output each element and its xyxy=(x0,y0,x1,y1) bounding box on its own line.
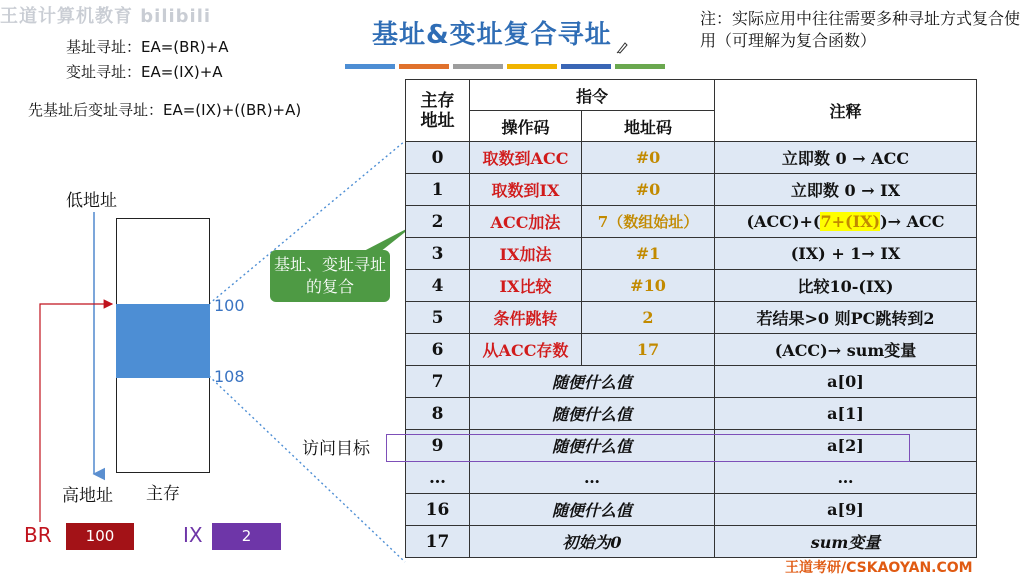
row-data: … xyxy=(470,462,715,494)
row-data: 初始为0 xyxy=(470,526,715,558)
access-target-label: 访问目标 xyxy=(302,439,370,459)
slide-title: 基址&变址复合寻址 xyxy=(372,20,612,50)
note-suffix: )→ ACC xyxy=(880,212,945,231)
row-data: 随便什么值 xyxy=(470,430,715,462)
base-addressing-def: 基址寻址：EA=(BR)+A xyxy=(66,38,229,56)
row-opcode: 从ACC存数 xyxy=(470,334,582,366)
row-note: … xyxy=(715,462,977,494)
row-address: 9 xyxy=(406,430,470,462)
row-note: 比较10-(IX) xyxy=(715,270,977,302)
header-address-text: 主存地址 xyxy=(420,90,455,131)
table-row xyxy=(406,526,977,558)
ix-register-label: IX xyxy=(183,523,203,547)
table-row xyxy=(406,206,977,238)
table-row xyxy=(406,398,977,430)
row-note: sum变量 xyxy=(715,526,977,558)
row-note: a[2] xyxy=(715,430,977,462)
row-note xyxy=(715,206,977,238)
table-row xyxy=(406,238,977,270)
table-row xyxy=(406,366,977,398)
row-opcode: 取数到ACC xyxy=(470,142,582,174)
row-data: 随便什么值 xyxy=(470,366,715,398)
note-highlight: 7+(IX) xyxy=(820,212,881,231)
row-note: 若结果>0 则PC跳转到2 xyxy=(715,302,977,334)
row-address: 8 xyxy=(406,398,470,430)
row-address: 2 xyxy=(406,206,470,238)
row-data: 随便什么值 xyxy=(470,494,715,526)
row-opcode: 取数到IX xyxy=(470,174,582,206)
main-memory-label: 主存 xyxy=(146,484,180,504)
header-address xyxy=(406,80,470,142)
table-row xyxy=(406,302,977,334)
row-addrcode: 17 xyxy=(582,334,715,366)
header-note: 注释 xyxy=(715,80,977,142)
row-note: a[1] xyxy=(715,398,977,430)
row-address: 0 xyxy=(406,142,470,174)
br-register-value: 100 xyxy=(66,523,134,550)
address-108-label: 108 xyxy=(214,367,245,386)
table-row xyxy=(406,174,977,206)
access-target-box xyxy=(386,434,910,462)
row-data: 随便什么值 xyxy=(470,398,715,430)
high-address-label: 高地址 xyxy=(62,486,113,506)
combined-addressing-def: 先基址后变址寻址：EA=(IX)+((BR)+A) xyxy=(28,101,302,119)
row-opcode: IX加法 xyxy=(470,238,582,270)
row-addrcode: #1 xyxy=(582,238,715,270)
row-opcode: 条件跳转 xyxy=(470,302,582,334)
footer-brand: 王道考研/CSKAOYAN.COM xyxy=(785,560,973,576)
ix-register-value: 2 xyxy=(212,523,281,550)
row-note: (IX) + 1→ IX xyxy=(715,238,977,270)
low-address-label: 低地址 xyxy=(66,191,117,211)
row-note: 立即数 0 → IX xyxy=(715,174,977,206)
row-note: a[9] xyxy=(715,494,977,526)
row-addrcode: #0 xyxy=(582,174,715,206)
table-row xyxy=(406,142,977,174)
watermark: 王道计算机教育 bilibili xyxy=(0,6,212,27)
row-address: 1 xyxy=(406,174,470,206)
header-instruction: 指令 xyxy=(470,80,715,111)
row-address: 16 xyxy=(406,494,470,526)
row-address: 17 xyxy=(406,526,470,558)
row-address: … xyxy=(406,462,470,494)
br-register-label: BR xyxy=(24,523,52,547)
row-addrcode: 2 xyxy=(582,302,715,334)
row-addrcode: 7（数组始址） xyxy=(582,206,715,238)
header-addrcode: 地址码 xyxy=(582,111,715,142)
table-row xyxy=(406,462,977,494)
table-row xyxy=(406,334,977,366)
row-opcode: ACC加法 xyxy=(470,206,582,238)
row-address: 3 xyxy=(406,238,470,270)
memory-table xyxy=(405,79,977,558)
row-address: 4 xyxy=(406,270,470,302)
note-prefix: (ACC)+( xyxy=(746,212,821,231)
note-text: 注：实际应用中往往需要多种寻址方式复合使用（可理解为复合函数） xyxy=(700,9,1021,50)
row-note: a[0] xyxy=(715,366,977,398)
row-addrcode: #0 xyxy=(582,142,715,174)
row-address: 7 xyxy=(406,366,470,398)
header-opcode: 操作码 xyxy=(470,111,582,142)
index-addressing-def: 变址寻址：EA=(IX)+A xyxy=(66,63,223,81)
table-row xyxy=(406,494,977,526)
row-note: (ACC)→ sum变量 xyxy=(715,334,977,366)
row-opcode: IX比较 xyxy=(470,270,582,302)
row-addrcode: #10 xyxy=(582,270,715,302)
row-address: 6 xyxy=(406,334,470,366)
row-address: 5 xyxy=(406,302,470,334)
memory-block xyxy=(116,304,210,378)
address-100-label: 100 xyxy=(214,296,245,315)
row-note: 立即数 0 → ACC xyxy=(715,142,977,174)
table-row xyxy=(406,270,977,302)
callout-combined: 基址、变址寻址的复合 xyxy=(270,250,390,302)
